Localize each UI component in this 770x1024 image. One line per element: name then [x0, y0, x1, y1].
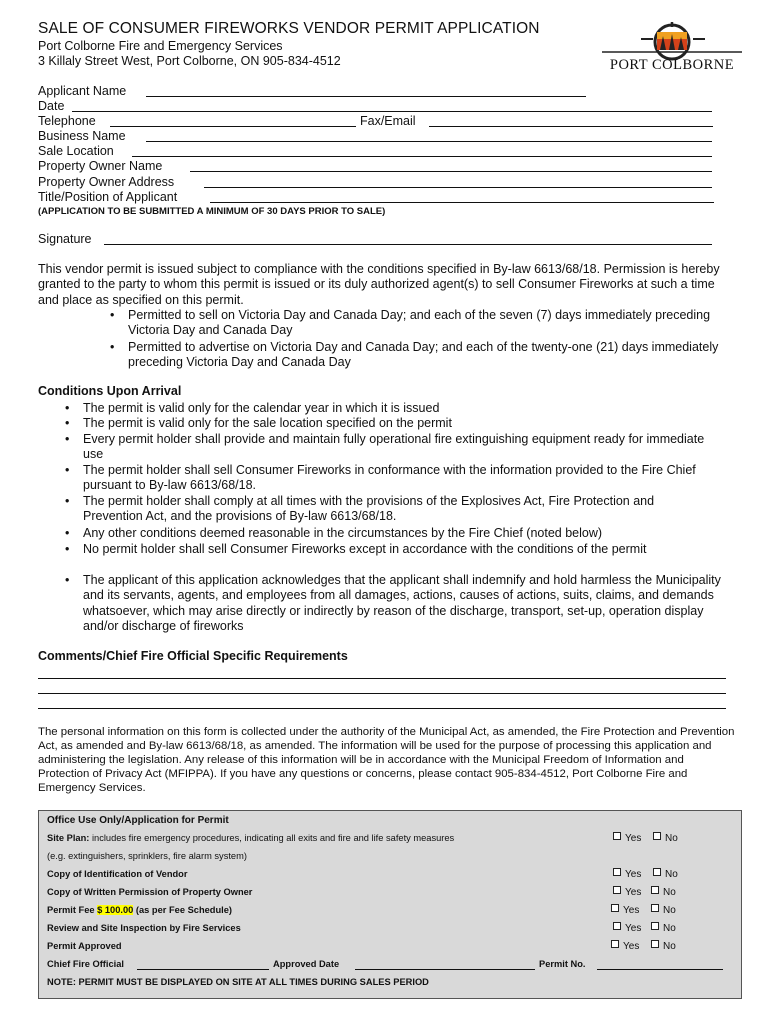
approved-date-line[interactable]: [355, 959, 535, 970]
review-text: Review and Site Inspection by Fire Services: [47, 923, 241, 933]
condition-item: [65, 432, 708, 463]
condition-item: [65, 526, 733, 541]
yes-label: Yes: [623, 941, 640, 952]
no-label: No: [665, 833, 678, 844]
bullet-icon: •: [65, 432, 70, 446]
checkbox-icon[interactable]: [651, 904, 659, 912]
applicant-name-field[interactable]: [38, 84, 126, 100]
signature-line[interactable]: [104, 232, 712, 245]
property-owner-name-field[interactable]: [38, 159, 162, 175]
site-plan-no[interactable]: [653, 832, 678, 844]
checkbox-icon[interactable]: [653, 868, 661, 876]
copy-id-yes[interactable]: [613, 868, 641, 880]
checkbox-icon[interactable]: [611, 940, 619, 948]
display-note: [47, 977, 429, 987]
yes-label: Yes: [625, 833, 642, 844]
telephone-line[interactable]: [110, 114, 356, 127]
permit-fee-suffix: (as per Fee Schedule): [133, 905, 233, 915]
copy-id-text: Copy of Identification of Vendor: [47, 869, 188, 879]
applicant-name-label: Applicant Name: [38, 84, 127, 98]
condition-text: The permit holder shall comply at all times with the provisions of the Explosives Act, Fire Protection and Prevention Act, and the provisions of By-law 6613/68/18.: [83, 494, 655, 524]
intro-bullet: [110, 340, 728, 371]
fax-email-line[interactable]: [429, 114, 713, 127]
condition-item: [65, 542, 728, 557]
title-position-line[interactable]: [210, 190, 714, 203]
condition-text: Every permit holder shall provide and maintain fully operational fire extinguishing equipment ready for immediate use: [83, 432, 705, 462]
condition-item: [65, 401, 733, 416]
sale-location-line[interactable]: [132, 144, 712, 157]
date-label: Date: [38, 99, 65, 113]
title-position-label: Title/Position of Applicant: [38, 190, 178, 204]
approved-yes[interactable]: [611, 940, 639, 952]
bullet-icon: •: [65, 416, 70, 430]
comments-line[interactable]: [38, 692, 726, 694]
condition-item: [65, 573, 728, 634]
site-plan-text-2: (e.g. extinguishers, sprinklers, fire alarm system): [47, 851, 247, 861]
condition-item: [65, 494, 683, 525]
condition-item: [65, 416, 733, 431]
condition-text: The permit holder shall sell Consumer Fireworks in conformance with the information provided to the Fire Chief pursuant to By-law 6613/68/18.: [83, 463, 696, 493]
intro-bullet: [110, 308, 718, 339]
condition-item: [65, 463, 733, 494]
condition-text: The permit is valid only for the sale location specified on the permit: [83, 416, 452, 430]
yes-label: Yes: [625, 869, 642, 880]
approved-label: [47, 941, 122, 951]
conditions-heading: Conditions Upon Arrival: [38, 384, 182, 398]
comments-line[interactable]: [38, 707, 726, 709]
bullet-icon: •: [65, 463, 70, 477]
office-use-box: [38, 810, 742, 999]
business-name-line[interactable]: [146, 129, 712, 142]
copy-permission-no[interactable]: [651, 886, 676, 898]
signature-label: Signature: [38, 232, 92, 246]
checkbox-icon[interactable]: [613, 886, 621, 894]
no-label: No: [663, 923, 676, 934]
org-address: 3 Killaly Street West, Port Colborne, ON 905-834-4512: [38, 54, 341, 68]
condition-text: No permit holder shall sell Consumer Fireworks except in accordance with the conditions of the permit: [83, 542, 647, 556]
site-plan-yes[interactable]: [613, 832, 641, 844]
org-name: Port Colborne Fire and Emergency Services: [38, 39, 283, 53]
bullet-icon: •: [110, 340, 115, 354]
approved-no[interactable]: [651, 940, 676, 952]
checkbox-icon[interactable]: [613, 922, 621, 930]
copy-permission-label: [47, 887, 252, 897]
property-owner-address-label: Property Owner Address: [38, 175, 175, 189]
signature-field[interactable]: [38, 232, 92, 248]
permit-no-line[interactable]: [597, 959, 723, 970]
yes-label: Yes: [625, 923, 642, 934]
business-name-label: Business Name: [38, 129, 126, 143]
intro-bullet-text: Permitted to advertise on Victoria Day and Canada Day; and each of the twenty-one (21) days immediately preceding Victoria Day and Canada Day: [128, 340, 719, 370]
property-owner-address-field[interactable]: [38, 175, 174, 191]
site-plan-label: Site Plan:: [47, 833, 90, 843]
bullet-icon: •: [65, 542, 70, 556]
copy-permission-yes[interactable]: [613, 886, 641, 898]
display-note-text: NOTE: PERMIT MUST BE DISPLAYED ON SITE AT ALL TIMES DURING SALES PERIOD: [47, 977, 429, 987]
no-label: No: [663, 905, 676, 916]
checkbox-icon[interactable]: [651, 886, 659, 894]
date-line[interactable]: [72, 99, 712, 112]
permit-fee-yes[interactable]: [611, 904, 639, 916]
yes-label: Yes: [623, 905, 640, 916]
title-position-field[interactable]: [38, 190, 177, 206]
copy-id-no[interactable]: [653, 868, 678, 880]
site-plan-text: includes fire emergency procedures, indicating all exits and fire and life safety measures: [89, 833, 455, 843]
submission-note: (APPLICATION TO BE SUBMITTED A MINIMUM OF 30 DAYS PRIOR TO SALE): [38, 206, 386, 217]
approved-text: Permit Approved: [47, 941, 122, 951]
checkbox-icon[interactable]: [651, 940, 659, 948]
chief-official-line[interactable]: [137, 959, 269, 970]
site-plan-row: [47, 833, 454, 843]
telephone-label: Telephone: [38, 114, 96, 128]
intro-paragraph: This vendor permit is issued subject to compliance with the conditions specified in By-law 6613/68/18. Permission is hereby granted to the party to whom this permit is issued or its duly authorized agent(s) to sell Consumer Fireworks at such a time and place as specified on this permit.: [38, 262, 720, 307]
no-label: No: [663, 941, 676, 952]
sale-location-field[interactable]: [38, 144, 114, 160]
office-heading: Office Use Only/Application for Permit: [47, 815, 229, 826]
telephone-field[interactable]: [38, 114, 728, 130]
comments-heading: Comments/Chief Fire Official Specific Requirements: [38, 649, 348, 663]
bullet-icon: •: [110, 308, 115, 322]
port-colborne-logo: [597, 22, 747, 74]
checkbox-icon[interactable]: [651, 922, 659, 930]
no-label: No: [663, 887, 676, 898]
property-owner-name-label: Property Owner Name: [38, 159, 163, 173]
checkbox-icon[interactable]: [613, 868, 621, 876]
no-label: No: [665, 869, 678, 880]
property-owner-name-line[interactable]: [190, 159, 712, 172]
bullet-icon: •: [65, 494, 70, 508]
bullet-icon: •: [65, 401, 70, 415]
logo-text: PORT COLBORNE: [609, 57, 735, 73]
permit-no-label: Permit No.: [539, 959, 586, 969]
copy-id-label: [47, 869, 187, 879]
permit-fee-row: [47, 905, 232, 915]
condition-text: Any other conditions deemed reasonable in the circumstances by the Fire Chief (noted below): [83, 526, 603, 540]
permit-fee-no[interactable]: [651, 904, 676, 916]
property-owner-address-line[interactable]: [204, 175, 712, 188]
date-field[interactable]: [38, 99, 64, 115]
checkbox-icon[interactable]: [611, 904, 619, 912]
form-title: SALE OF CONSUMER FIREWORKS VENDOR PERMIT APPLICATION: [38, 20, 540, 37]
privacy-notice: The personal information on this form is collected under the authority of the Municipal Act, as amended, the Fire Protection and Prevention Act, as amended and By-law 6613/68/18, as amended. The information will be used for the purpose of processing this application and administering the legislation. Any release of this information will be in accordance with the Municipal Freedom of Information and Protection of Privacy Act (MFIPPA). If you have any questions or concerns, please contact 905-834-4512, Port Colborne Fire and Emergency Services.: [38, 726, 735, 794]
review-yes[interactable]: [613, 922, 641, 934]
intro-bullet-text: Permitted to sell on Victoria Day and Canada Day; and each of the seven (7) days immediately preceding Victoria Day and Canada Day: [128, 308, 711, 338]
review-no[interactable]: [651, 922, 676, 934]
condition-text: The applicant of this application acknowledges that the applicant shall indemnify and hold harmless the Municipality and its servants, agents, and employees from all damages, actions, causes of actions, suits, claims, and demands whatsoever, which may arise directly or indirectly by reason of the discharge, transport, set-up, operation display and/or discharge of fireworks: [83, 573, 721, 633]
permit-fee-label: Permit Fee: [47, 905, 98, 915]
bullet-icon: •: [65, 573, 70, 587]
chief-row: [47, 959, 735, 969]
comments-line[interactable]: [38, 677, 726, 679]
yes-label: Yes: [625, 887, 642, 898]
sale-location-label: Sale Location: [38, 144, 114, 158]
review-label: [47, 923, 241, 933]
permit-fee-amount: $ 100.00: [97, 905, 134, 915]
chief-official-label: Chief Fire Official: [47, 959, 124, 969]
approved-date-label: Approved Date: [273, 959, 340, 969]
checkbox-icon[interactable]: [653, 832, 661, 840]
applicant-name-line[interactable]: [146, 84, 586, 97]
fax-email-label: Fax/Email: [360, 114, 416, 128]
copy-permission-text: Copy of Written Permission of Property Owner: [47, 887, 253, 897]
condition-text: The permit is valid only for the calendar year in which it is issued: [83, 401, 440, 415]
checkbox-icon[interactable]: [613, 832, 621, 840]
business-name-field[interactable]: [38, 129, 126, 145]
bullet-icon: •: [65, 526, 70, 540]
